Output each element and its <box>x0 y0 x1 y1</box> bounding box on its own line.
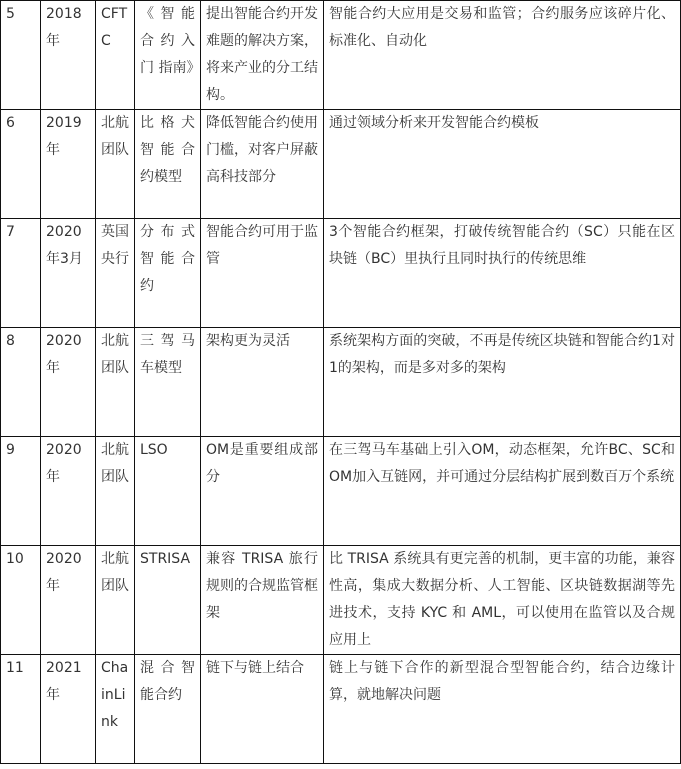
cell-name: 三驾马车模型 <box>135 328 201 437</box>
cell-significance: 通过领域分析来开发智能合约模板 <box>324 110 681 219</box>
cell-no: 7 <box>1 219 41 328</box>
cell-org: 北航团队 <box>96 328 135 437</box>
cell-year: 2020年3月 <box>41 219 96 328</box>
cell-feature: 降低智能合约使用门槛，对客户屏蔽高科技部分 <box>201 110 324 219</box>
cell-org: 北航团队 <box>96 437 135 546</box>
cell-no: 5 <box>1 1 41 110</box>
cell-org: CFTC <box>96 1 135 110</box>
cell-significance: 比 TRISA 系统具有更完善的机制，更丰富的功能，兼容性高，集成大数据分析、人工智能、区块链数据湖等先进技术，支持 KYC 和 AML，可以使用在监管以及合规应用上 <box>324 546 681 655</box>
cell-no: 9 <box>1 437 41 546</box>
cell-name: 分布式智能合约 <box>135 219 201 328</box>
cell-year: 2019年 <box>41 110 96 219</box>
cell-significance: 链上与链下合作的新型混合型智能合约，结合边缘计算，就地解决问题 <box>324 655 681 764</box>
cell-org: 英国央行 <box>96 219 135 328</box>
cell-name: STRISA <box>135 546 201 655</box>
cell-name: LSO <box>135 437 201 546</box>
cell-feature: 兼容 TRISA 旅行规则的合规监管框架 <box>201 546 324 655</box>
table-row <box>1 110 681 219</box>
cell-org: ChainLink <box>96 655 135 764</box>
cell-significance: 3个智能合约框架，打破传统智能合约（SC）只能在区块链（BC）里执行且同时执行的传统思维 <box>324 219 681 328</box>
table-row <box>1 546 681 655</box>
table-row <box>1 1 681 110</box>
cell-year: 2020年 <box>41 546 96 655</box>
cell-significance: 智能合约大应用是交易和监管；合约服务应该碎片化、标准化、自动化 <box>324 1 681 110</box>
cell-feature: 智能合约可用于监管 <box>201 219 324 328</box>
cell-name: 比格犬智能合约模型 <box>135 110 201 219</box>
cell-year: 2021年 <box>41 655 96 764</box>
cell-significance: 系统架构方面的突破，不再是传统区块链和智能合约1对1的架构，而是多对多的架构 <box>324 328 681 437</box>
cell-name: 混合智能合约 <box>135 655 201 764</box>
cell-no: 6 <box>1 110 41 219</box>
cell-no: 8 <box>1 328 41 437</box>
cell-no: 10 <box>1 546 41 655</box>
cell-name: 《智能合约入门 指南》 <box>135 1 201 110</box>
table-row <box>1 437 681 546</box>
table-row <box>1 655 681 764</box>
cell-no: 11 <box>1 655 41 764</box>
table-row <box>1 328 681 437</box>
table-row <box>1 219 681 328</box>
cell-significance: 在三驾马车基础上引入OM，动态框架，允许BC、SC和OM加入互链网，并可通过分层结构扩展到数百万个系统 <box>324 437 681 546</box>
cell-feature: 提出智能合约开发难题的解决方案，将来产业的分工结构。 <box>201 1 324 110</box>
cell-org: 北航团队 <box>96 546 135 655</box>
cell-feature: 架构更为灵活 <box>201 328 324 437</box>
cell-feature: OM是重要组成部分 <box>201 437 324 546</box>
cell-org: 北航团队 <box>96 110 135 219</box>
cell-year: 2020年 <box>41 328 96 437</box>
cell-year: 2018年 <box>41 1 96 110</box>
cell-year: 2020年 <box>41 437 96 546</box>
cell-feature: 链下与链上结合 <box>201 655 324 764</box>
